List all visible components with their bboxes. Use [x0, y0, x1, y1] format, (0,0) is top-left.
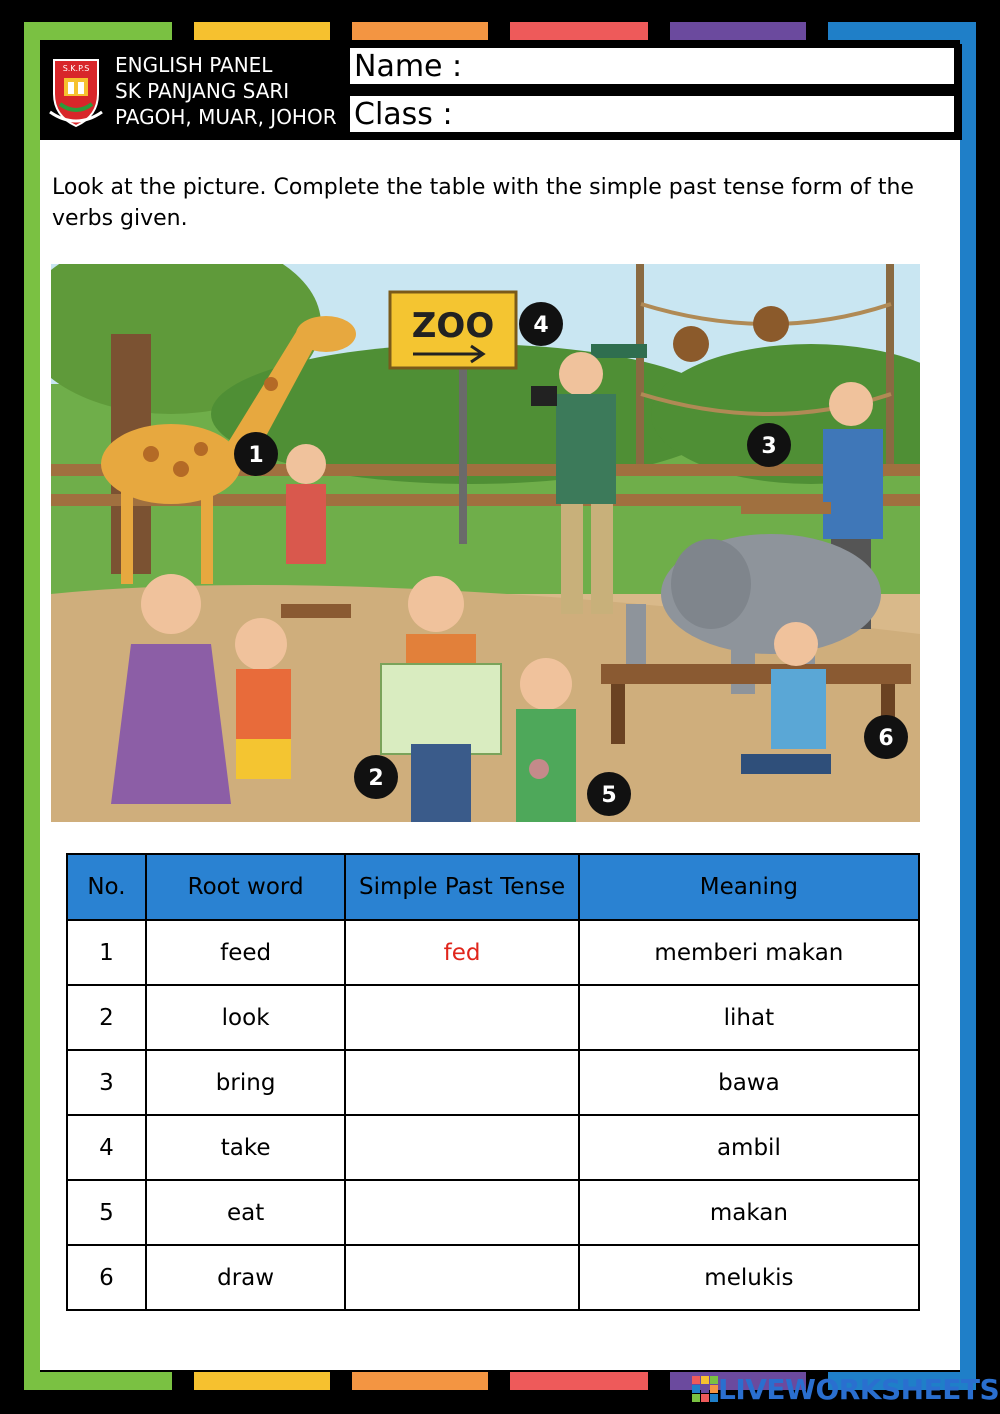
past-tense-answer-cell[interactable]: [345, 1050, 578, 1115]
monkey-2: [753, 306, 789, 342]
row-number: 5: [67, 1180, 146, 1245]
past-tense-answer-cell[interactable]: [345, 985, 578, 1050]
girl-striped-shirt: [235, 618, 291, 779]
watermark-text: LIVEWORKSHEETS: [718, 1372, 1000, 1406]
row-number: 2: [67, 985, 146, 1050]
svg-text:3: 3: [761, 434, 777, 459]
table-row: [67, 920, 919, 985]
root-word-cell: bring: [146, 1050, 346, 1115]
row-number: 4: [67, 1115, 146, 1180]
row-number: 1: [67, 920, 146, 985]
logo-text: S.K.P.S: [62, 64, 90, 73]
row-number: 3: [67, 1050, 146, 1115]
instruction-text: Look at the picture. Complete the table with the simple past tense form of the verbs given.: [52, 175, 914, 231]
root-word-cell: draw: [146, 1245, 346, 1310]
school-crest-logo: [46, 54, 106, 130]
root-word-cell: take: [146, 1115, 346, 1180]
past-tense-answer-cell[interactable]: [345, 1180, 578, 1245]
marker-5: [587, 772, 631, 816]
marker-2: [354, 755, 398, 799]
bottom-stripe-red: [510, 1372, 648, 1390]
header-root-word: Root word: [146, 854, 346, 920]
root-word-cell: look: [146, 985, 346, 1050]
svg-text:4: 4: [533, 313, 549, 338]
top-stripe-purple: [670, 22, 806, 40]
zoo-sign-text: ZOO: [411, 306, 495, 346]
bottom-stripe-yellow: [194, 1372, 330, 1390]
school-line-3: PAGOH, MUAR, JOHOR: [115, 105, 337, 129]
table-row: [67, 1115, 919, 1180]
svg-text:6: 6: [878, 726, 894, 751]
root-word-cell: eat: [146, 1180, 346, 1245]
school-name: [115, 52, 337, 130]
marker-4: [519, 302, 563, 346]
meaning-cell: melukis: [579, 1245, 919, 1310]
table-row: [67, 1180, 919, 1245]
marker-1: [234, 432, 278, 476]
meaning-cell: memberi makan: [579, 920, 919, 985]
top-stripe-yellow: [194, 22, 330, 40]
table-row: [67, 1245, 919, 1310]
marker-3: [747, 423, 791, 467]
zoo-illustration: [51, 264, 920, 822]
school-line-2: SK PANJANG SARI: [115, 79, 290, 103]
table-header-row: [67, 854, 919, 920]
header-simple-past-tense: Simple Past Tense: [345, 854, 578, 920]
svg-text:2: 2: [368, 766, 384, 791]
verb-table: [66, 853, 920, 1311]
top-stripe-red: [510, 22, 648, 40]
table-row: [67, 985, 919, 1050]
marker-6: [864, 715, 908, 759]
bottom-stripe-green: [24, 1372, 172, 1390]
header-no: No.: [67, 854, 146, 920]
header-meaning: Meaning: [579, 854, 919, 920]
past-tense-answer-cell[interactable]: [345, 1115, 578, 1180]
table-row: [67, 1050, 919, 1115]
meaning-cell: lihat: [579, 985, 919, 1050]
boy-with-ice-cream: [516, 658, 576, 822]
class-field[interactable]: [348, 94, 956, 134]
class-label: Class :: [354, 97, 453, 132]
frame-right-blue: [960, 22, 976, 1372]
root-word-cell: feed: [146, 920, 346, 985]
past-tense-answer-cell[interactable]: fed: [345, 920, 578, 985]
row-number: 6: [67, 1245, 146, 1310]
past-tense-answer-cell[interactable]: [345, 1245, 578, 1310]
name-label: Name :: [354, 49, 463, 84]
monkey-1: [673, 326, 709, 362]
liveworksheets-watermark: [692, 1374, 999, 1404]
school-line-1: ENGLISH PANEL: [115, 53, 273, 77]
frame-left-green: [24, 40, 40, 1390]
meaning-cell: ambil: [579, 1115, 919, 1180]
top-stripe-blue: [828, 22, 976, 40]
bottom-stripe-orange: [352, 1372, 488, 1390]
meaning-cell: makan: [579, 1180, 919, 1245]
top-stripe-orange: [352, 22, 488, 40]
svg-text:5: 5: [601, 783, 617, 808]
name-field[interactable]: [348, 46, 956, 86]
liveworksheets-logo-icon: [692, 1376, 718, 1402]
top-stripe-green: [24, 22, 172, 40]
meaning-cell: bawa: [579, 1050, 919, 1115]
svg-text:1: 1: [248, 443, 264, 468]
